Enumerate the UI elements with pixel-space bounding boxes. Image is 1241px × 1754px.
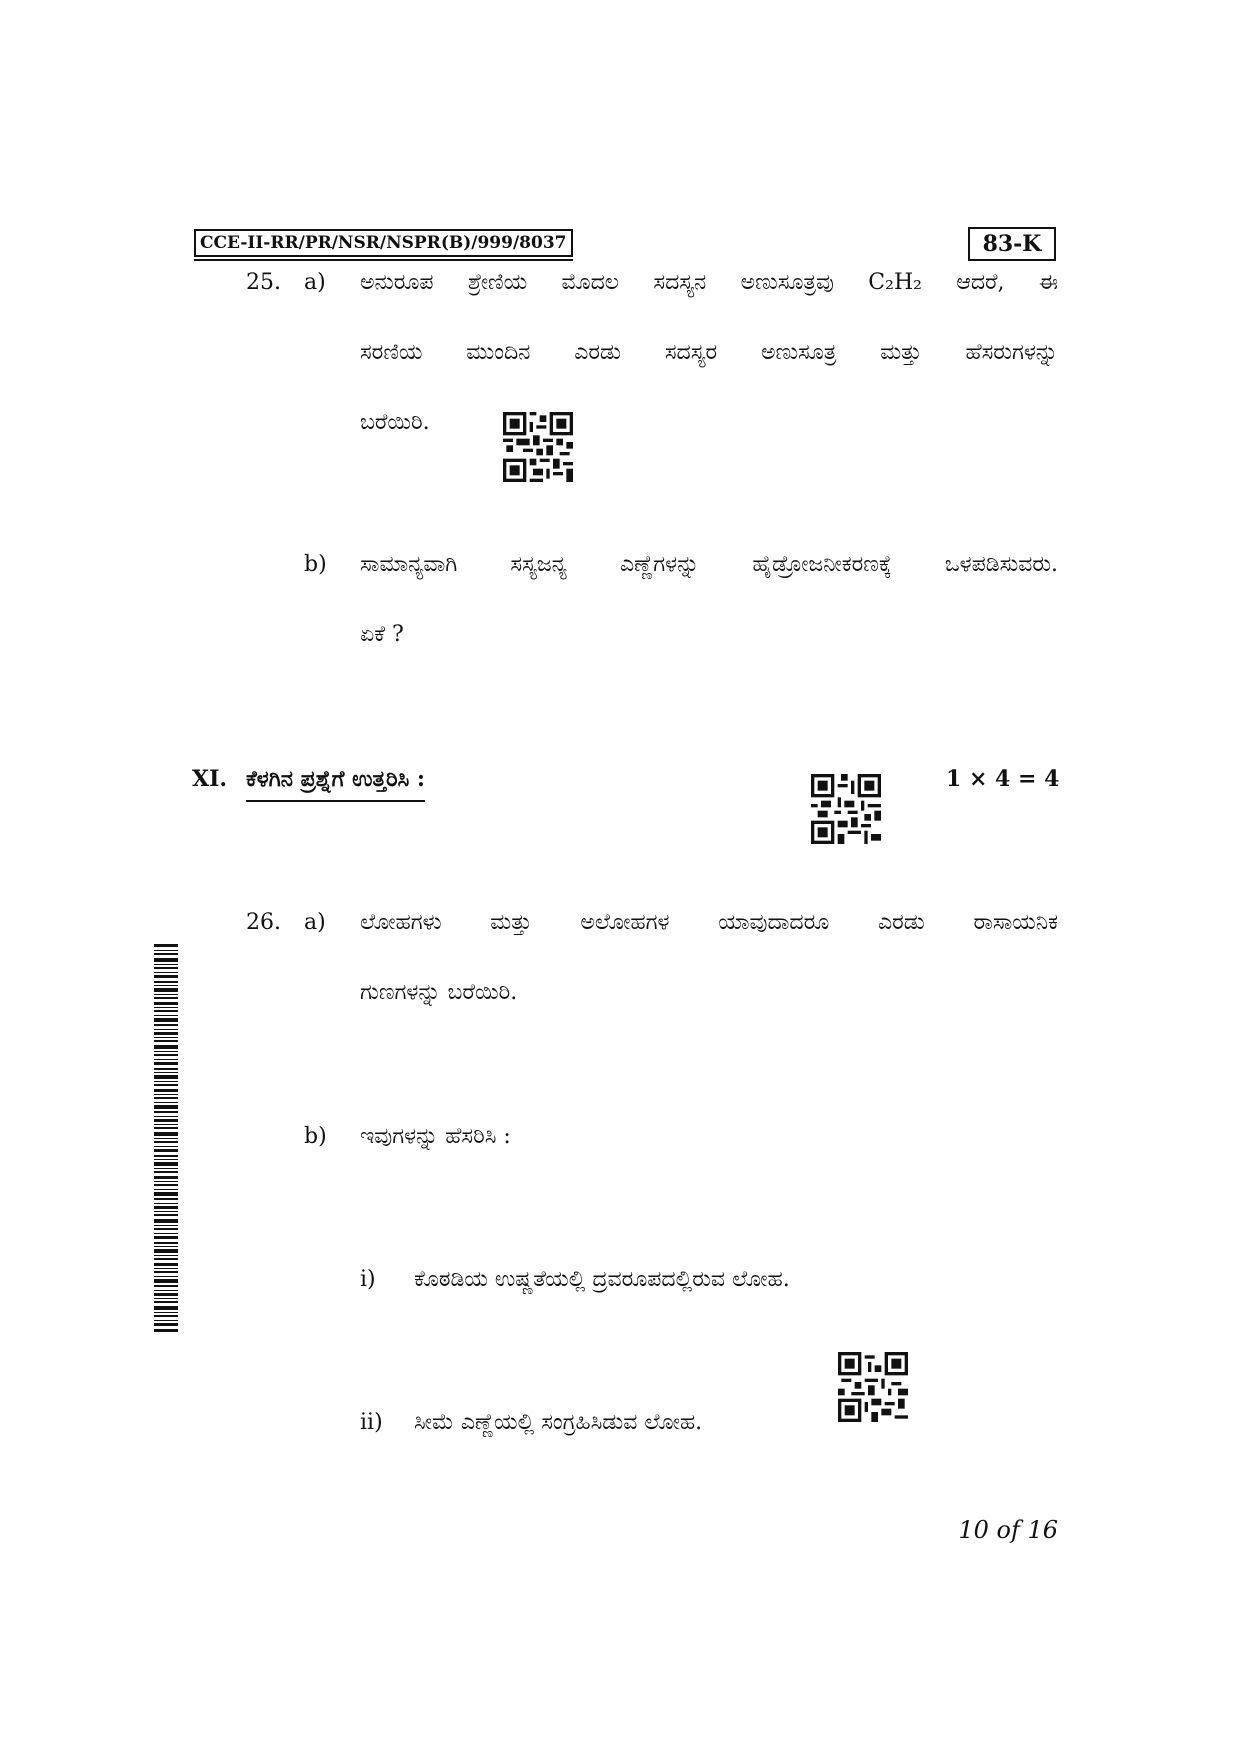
question-25b-line-1 — [360, 550, 1058, 580]
question-25a-text-2: ಸರಣಿಯ ಮುಂದಿನ ಎರಡು ಸದಸ್ಯರ ಅಣುಸೂತ್ರ ಮತ್ತು ಹೆಸರುಗಳನ್ನು — [360, 340, 1058, 365]
question-25a-label: a) — [304, 270, 326, 295]
question-paper-code: CCE-II-RR/PR/NSR/NSPR(B)/999/8037 — [194, 229, 573, 257]
qr-code-icon — [811, 774, 881, 844]
question-26a-label: a) — [304, 910, 326, 935]
question-25b-text-1: ಸಾಮಾನ್ಯವಾಗಿ ಸಸ್ಯಜನ್ಯ ಎಣ್ಣೆಗಳನ್ನು ಹೈಡ್ರೋಜನೀಕರಣಕ್ಕೆ ಒಳಪಡಿಸುವರು. — [360, 552, 1058, 577]
question-26-number: 26. — [246, 910, 281, 935]
question-26a-text-1: ಲೋಹಗಳು ಮತ್ತು ಅಲೋಹಗಳ ಯಾವುದಾದರೂ ಎರಡು ರಾಸಾಯನಿಕ — [360, 910, 1058, 935]
question-26b-item-2-label: ii) — [360, 1410, 383, 1435]
question-25a-text-1: ಅನುರೂಪ ಶ್ರೇಣಿಯ ಮೊದಲ ಸದಸ್ಯನ ಅಣುಸೂತ್ರವು C₂H₂ ಆದರೆ, ಈ — [360, 270, 1058, 295]
question-26a-line-1 — [360, 908, 1058, 938]
question-26b-item-2-text: ಸೀಮೆ ಎಣ್ಣೆಯಲ್ಲಿ ಸಂಗ್ರಹಿಸಿಡುವ ಲೋಹ. — [414, 1410, 703, 1435]
question-25-number: 25. — [246, 270, 281, 295]
page-number: 10 of 16 — [958, 1516, 1058, 1544]
paper-number-box: 83-K — [968, 227, 1056, 261]
question-25b-label: b) — [304, 552, 327, 577]
barcode-icon — [154, 944, 178, 1332]
question-26b-line-1: ಇವುಗಳನ್ನು ಹೆಸರಿಸಿ : — [360, 1124, 511, 1149]
section-title: ಕೆಳಗಿನ ಪ್ರಶ್ನೆಗೆ ಉತ್ತರಿಸಿ : — [246, 764, 425, 802]
question-26b-label: b) — [304, 1124, 327, 1149]
question-26a-line-2: ಗುಣಗಳನ್ನು ಬರೆಯಿರಿ. — [360, 980, 518, 1005]
section-number: XI. — [192, 766, 228, 792]
question-25a-line-3: ಬರೆಯಿರಿ. — [360, 410, 430, 435]
question-25a-line-2 — [360, 338, 1058, 368]
question-26b-item-1-text: ಕೊಠಡಿಯ ಉಷ್ಣತೆಯಲ್ಲಿ ದ್ರವರೂಪದಲ್ಲಿರುವ ಲೋಹ. — [414, 1267, 790, 1292]
qr-code-icon — [503, 412, 573, 482]
qr-code-icon — [838, 1352, 908, 1422]
question-25a-line-1 — [360, 268, 1058, 298]
section-marks: 1 × 4 = 4 — [946, 766, 1060, 792]
question-26b-item-1-label: i) — [360, 1267, 376, 1292]
question-25b-line-2: ಏಕೆ ? — [360, 622, 404, 647]
